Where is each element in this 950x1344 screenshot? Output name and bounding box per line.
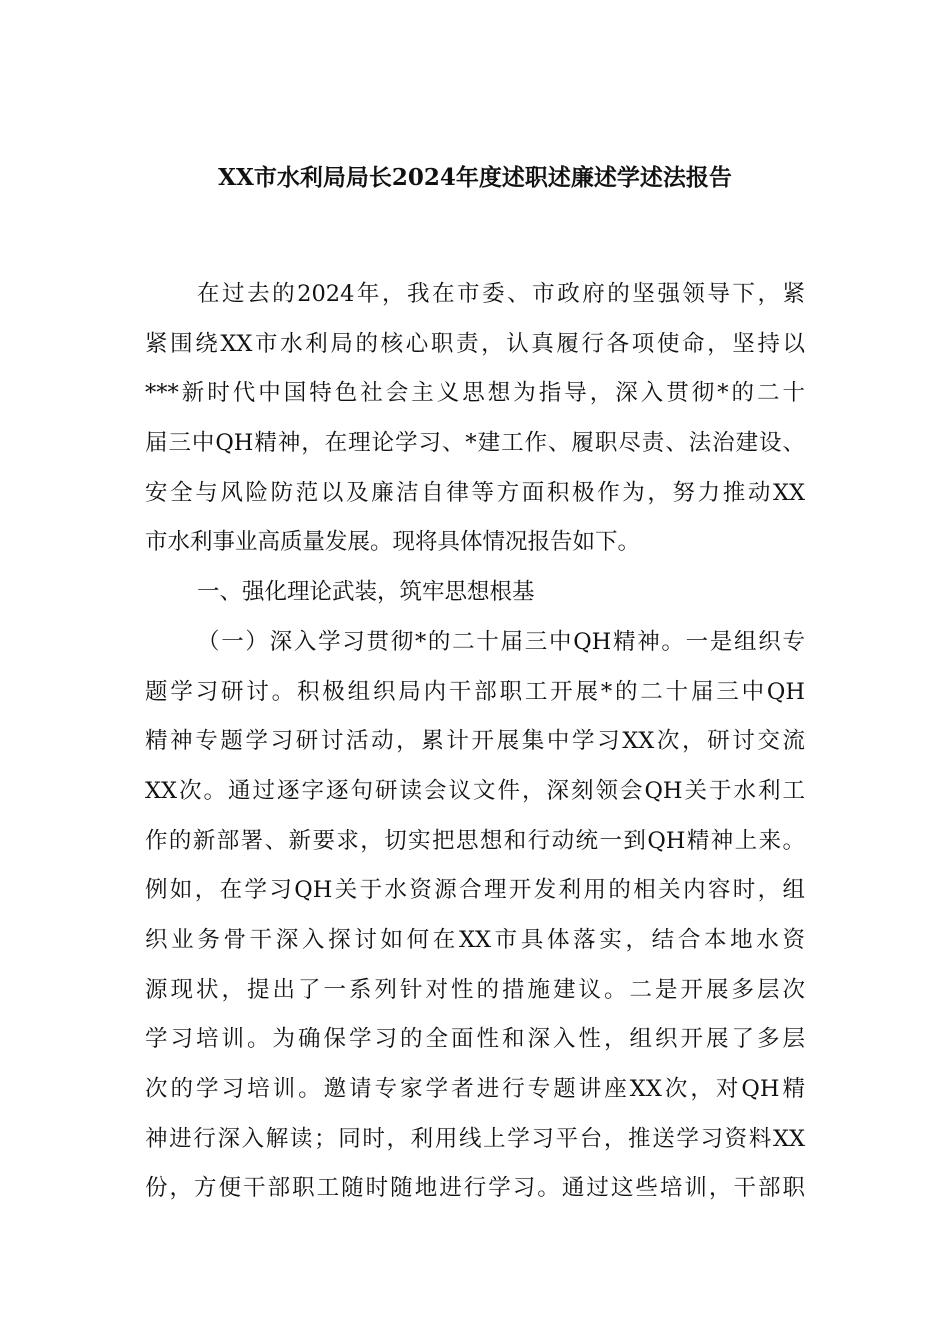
document-body bbox=[145, 270, 805, 1214]
paragraph-line: 织业务骨干深入探讨如何在XX市具体落实，结合本地水资 bbox=[145, 926, 805, 953]
document-title: XX市水利局局长2024年度述职述廉述学述法报告 bbox=[218, 164, 732, 191]
paragraph-line: 在过去的2024年，我在市委、市政府的坚强领导下，紧 bbox=[197, 281, 805, 307]
paragraph-line: XX次。通过逐字逐句研读会议文件，深刻领会QH关于水利工 bbox=[145, 777, 805, 804]
paragraph-line: 安全与风险防范以及廉洁自律等方面积极作为，努力推动XX bbox=[145, 479, 805, 506]
paragraph-line: 紧围绕XX市水利局的核心职责，认真履行各项使命，坚持以 bbox=[145, 330, 805, 357]
paragraph-line: 份，方便干部职工随时随地进行学习。通过这些培训，干部职 bbox=[145, 1175, 805, 1202]
paragraph-line: 届三中QH精神，在理论学习、*建工作、履职尽责、法治建设、 bbox=[145, 430, 805, 457]
paragraph-line: 题学习研讨。积极组织局内干部职工开展*的二十届三中QH bbox=[145, 678, 805, 705]
paragraph-line: 源现状，提出了一系列针对性的措施建议。二是开展多层次 bbox=[145, 976, 805, 1003]
paragraph-line: 市水利事业高质量发展。现将具体情况报告如下。 bbox=[145, 529, 641, 556]
paragraph-line: 神进行深入解读；同时，利用线上学习平台，推送学习资料XX bbox=[145, 1125, 805, 1152]
paragraph-line: 次的学习培训。邀请专家学者进行专题讲座XX次，对QH精 bbox=[145, 1076, 805, 1102]
paragraph-line: 例如，在学习QH关于水资源合理开发利用的相关内容时，组 bbox=[145, 877, 805, 904]
paragraph-line: 精神专题学习研讨活动，累计开展集中学习XX次，研讨交流 bbox=[145, 728, 805, 755]
paragraph-line: 学习培训。为确保学习的全面性和深入性，组织开展了多层 bbox=[145, 1026, 805, 1053]
section-heading: 一、强化理论武装，筑牢思想根基 bbox=[197, 579, 535, 606]
paragraph-line: （一）深入学习贯彻*的二十届三中QH精神。一是组织专 bbox=[197, 628, 805, 655]
paragraph-line: ***新时代中国特色社会主义思想为指导，深入贯彻*的二十 bbox=[145, 380, 805, 407]
paragraph-line: 作的新部署、新要求，切实把思想和行动统一到QH精神上来。 bbox=[145, 827, 805, 854]
